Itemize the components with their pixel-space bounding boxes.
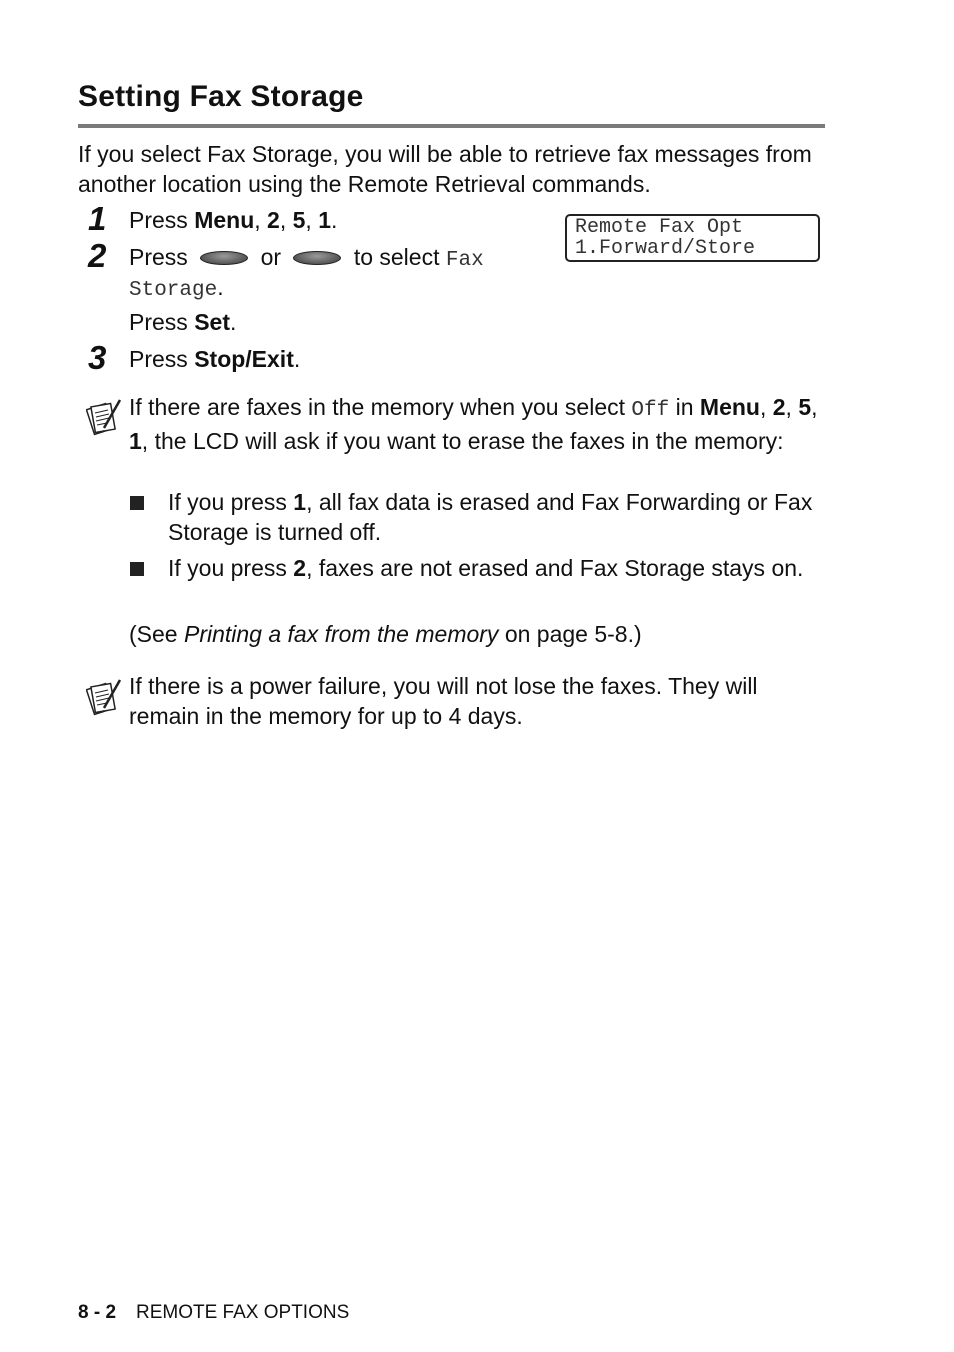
step-3-press: Press bbox=[129, 346, 195, 372]
see-link: Printing a fax from the memory bbox=[183, 621, 499, 647]
note-2-text: If there is a power failure, you will not lose the faxes. They will remain in the memory for up to 4 days. bbox=[129, 673, 758, 729]
bullet-square bbox=[130, 562, 144, 576]
step-1-key-c: 1 bbox=[318, 207, 331, 233]
step-2-option-storage: Storage bbox=[129, 279, 218, 302]
step-1-menu-key: Menu bbox=[194, 207, 255, 233]
bullet-2-post: , faxes are not erased and Fax Storage stays on. bbox=[306, 555, 804, 581]
set-key: Set bbox=[194, 309, 230, 335]
step-1-text bbox=[129, 205, 337, 235]
note-1-bullet-1 bbox=[168, 487, 833, 547]
section-title: Setting Fax Storage bbox=[78, 80, 364, 113]
bullet-1-pre: If you press bbox=[168, 489, 294, 515]
note-1-part: in bbox=[669, 394, 700, 420]
step-2-text bbox=[129, 242, 484, 276]
note-1-key-a: 2 bbox=[772, 394, 786, 420]
step-number-1: 1 bbox=[88, 200, 107, 237]
note-pencil-icon bbox=[86, 678, 122, 718]
note-1-bullet-2 bbox=[168, 553, 833, 583]
step-1-sep: , bbox=[254, 207, 268, 233]
note-1-part: , bbox=[759, 394, 767, 420]
note-1-key-c: 1 bbox=[129, 428, 142, 454]
bullet-2-pre: If you press bbox=[168, 555, 294, 581]
step-1-end: . bbox=[330, 207, 338, 233]
page-number: 8 - 2 bbox=[78, 1302, 117, 1323]
step-2-option-fax: Fax bbox=[445, 249, 484, 272]
step-1-key-a: 2 bbox=[267, 207, 280, 233]
step-3-end: . bbox=[293, 346, 301, 372]
step-number-2: 2 bbox=[88, 237, 107, 274]
step-2-to-select: to select bbox=[353, 244, 440, 270]
see-pre: (See bbox=[129, 621, 184, 647]
step-1-key-b: 5 bbox=[292, 207, 306, 233]
note-1-part: , bbox=[811, 394, 818, 420]
step-2-end-2: . bbox=[229, 309, 237, 335]
step-2-end: . bbox=[217, 274, 224, 300]
up-arrow-button-icon bbox=[200, 251, 248, 265]
lcd-display bbox=[565, 214, 820, 262]
intro-paragraph: If you select Fax Storage, you will be able to retrieve fax messages from another location using the Remote Retrieval commands. bbox=[78, 141, 812, 197]
down-arrow-button-icon bbox=[293, 251, 341, 265]
bullet-square bbox=[130, 496, 144, 510]
step-2-or: or bbox=[260, 244, 282, 270]
note-1-part: , the LCD will ask if you want to erase the faxes in the memory: bbox=[141, 428, 784, 454]
step-1-sep: , bbox=[279, 207, 293, 233]
lcd-line-1: Remote Fax Opt bbox=[575, 216, 744, 239]
note-1-see-reference bbox=[129, 619, 642, 649]
step-number-3: 3 bbox=[88, 339, 107, 376]
see-post: on page 5-8.) bbox=[498, 621, 642, 647]
option-off: Off bbox=[631, 399, 670, 422]
lcd-line-2: 1.Forward/Store bbox=[575, 237, 756, 260]
step-1-sep: , bbox=[305, 207, 319, 233]
step-2-text-line2 bbox=[129, 272, 224, 306]
note-1-key-b: 5 bbox=[798, 394, 812, 420]
stop-exit-key: Stop/Exit bbox=[194, 346, 294, 372]
title-divider bbox=[78, 124, 825, 128]
bullet-2-key: 2 bbox=[293, 555, 307, 581]
chapter-title: REMOTE FAX OPTIONS bbox=[136, 1302, 350, 1323]
bullet-1-key: 1 bbox=[293, 489, 307, 515]
note-pencil-icon bbox=[86, 398, 122, 438]
note-1-part: , bbox=[785, 394, 799, 420]
step-1-press: Press bbox=[129, 207, 195, 233]
step-2-press-2: Press bbox=[129, 309, 195, 335]
note-1-menu-key: Menu bbox=[699, 394, 760, 420]
step-2-press: Press bbox=[129, 244, 188, 270]
step-2-press-set bbox=[129, 307, 236, 337]
note-1-text bbox=[129, 392, 829, 456]
bullet-1-post: , all fax data is erased and Fax Forwarding or Fax Storage is turned off. bbox=[168, 489, 813, 545]
note-1-part: If there are faxes in the memory when you select bbox=[129, 394, 632, 420]
step-3-text bbox=[129, 344, 300, 374]
